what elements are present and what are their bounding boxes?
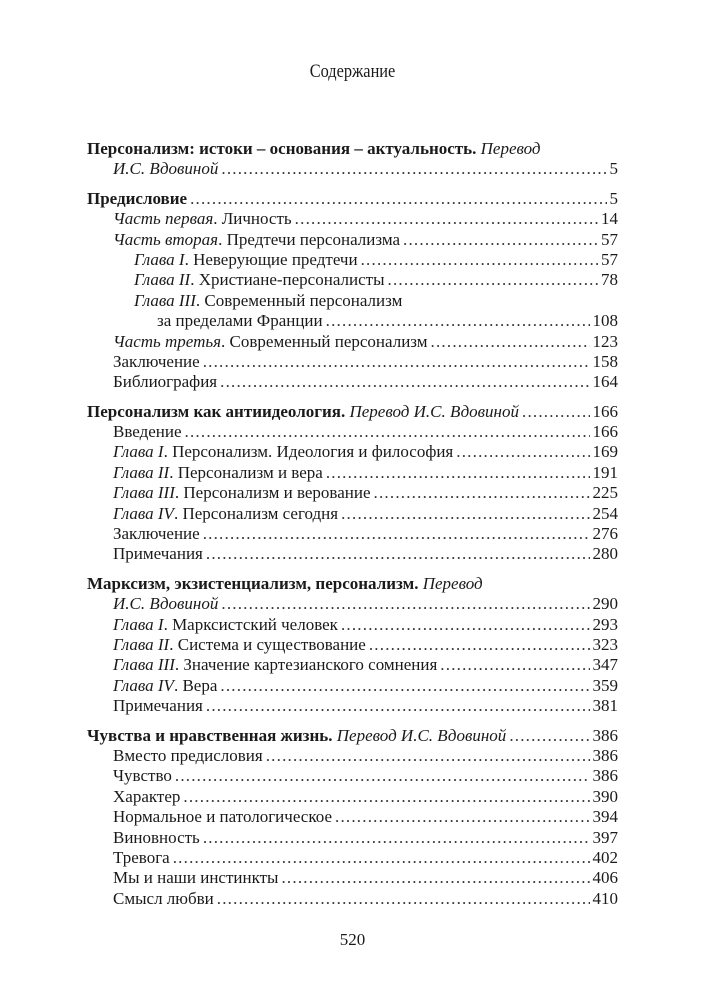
toc-entry[interactable] [87, 291, 618, 311]
entry-label [113, 230, 400, 250]
entry-text: Заключение [113, 351, 200, 371]
entry-italic-prefix: Перевод И.С. Вдовиной [332, 725, 507, 745]
entry-text: Характер [113, 786, 181, 806]
entry-label [113, 696, 203, 716]
entry-text: . Христиане-персоналисты [190, 270, 385, 290]
entry-page-number: 14 [601, 209, 618, 229]
entry-label [134, 250, 358, 270]
entry-page-number: 390 [592, 786, 618, 806]
toc-section [87, 726, 618, 910]
toc-entry[interactable] [87, 311, 618, 331]
entry-label [113, 615, 338, 635]
toc-entry[interactable] [87, 504, 618, 524]
toc-entry[interactable] [87, 483, 618, 503]
entry-page-number: 108 [592, 311, 618, 331]
entry-page-number: 158 [592, 351, 618, 371]
entry-text: . Значение картезианского сомнения [174, 655, 438, 675]
entry-label [87, 574, 483, 594]
toc-section [87, 189, 618, 393]
entry-bold-title: Чувства и нравственная жизнь. [87, 725, 333, 745]
dot-leader [190, 189, 606, 209]
toc-section [87, 574, 618, 717]
dot-leader [388, 270, 599, 290]
entry-label [87, 726, 506, 746]
entry-bold-title: Марксизм, экзистенциализм, персонализм. [87, 573, 419, 593]
entry-bold-title: Персонализм как антиидеология. [87, 401, 346, 421]
dot-leader [326, 311, 590, 331]
toc-entry[interactable] [87, 746, 618, 766]
entry-text: . Предтечи персонализма [218, 229, 401, 249]
entry-page-number: 381 [592, 696, 618, 716]
dot-leader [431, 332, 590, 352]
dot-leader [281, 868, 589, 888]
entry-text: за пределами Франции [157, 311, 323, 331]
page-title: Содержание [309, 61, 396, 82]
entry-italic-prefix: Глава III [134, 290, 196, 310]
entry-label [113, 209, 292, 229]
entry-page-number: 394 [592, 807, 618, 827]
entry-italic-prefix: Перевод [418, 573, 483, 593]
dot-leader [403, 230, 598, 250]
entry-bold-title: Персонализм: истоки – основания – актуальность. [87, 139, 477, 158]
entry-text: Нормальное и патологическое [113, 807, 332, 827]
entry-text: . Современный персонализм [195, 290, 403, 310]
dot-leader [203, 524, 590, 544]
dot-leader [522, 402, 590, 422]
entry-label [113, 594, 218, 614]
entry-label [113, 422, 182, 442]
entry-page-number: 386 [592, 725, 618, 745]
entry-italic-prefix: И.С. Вдовиной [113, 594, 219, 614]
entry-text: . Система и существование [169, 634, 366, 654]
entry-page-number: 276 [592, 524, 618, 544]
toc-entry[interactable] [87, 807, 618, 827]
entry-page-number: 166 [592, 401, 618, 421]
entry-label [113, 828, 200, 848]
dot-leader [220, 372, 589, 392]
entry-text: Вместо предисловия [113, 745, 263, 765]
toc-entry[interactable] [87, 463, 618, 483]
dot-leader [203, 352, 590, 372]
dot-leader [220, 676, 589, 696]
entry-label [113, 655, 437, 675]
toc-entry[interactable] [87, 868, 618, 888]
entry-page-number: 225 [592, 483, 618, 503]
entry-label [113, 848, 170, 868]
toc-entry[interactable] [87, 230, 618, 250]
entry-page-number: 402 [592, 847, 618, 867]
dot-leader [183, 787, 589, 807]
dot-leader [509, 726, 589, 746]
entry-label [113, 868, 278, 888]
entry-page-number: 406 [592, 868, 618, 888]
toc-entry[interactable] [87, 422, 618, 442]
entry-text: . Личность [213, 209, 292, 229]
dot-leader [203, 828, 590, 848]
entry-italic-prefix: Перевод [476, 139, 541, 158]
entry-label [113, 766, 172, 786]
entry-page-number: 323 [592, 634, 618, 654]
dot-leader [175, 766, 590, 786]
entry-label [113, 787, 180, 807]
entry-page-number: 290 [592, 594, 618, 614]
entry-text: Тревога [113, 847, 170, 867]
toc-entry[interactable] [87, 159, 618, 179]
entry-text: Мы и наши инстинкты [113, 868, 279, 888]
dot-leader [185, 422, 590, 442]
entry-text: . Персонализм и верование [174, 483, 371, 503]
entry-text: Введение [113, 422, 182, 442]
dot-leader [206, 544, 590, 564]
dot-leader [217, 889, 590, 909]
entry-italic-prefix: Глава III [113, 483, 175, 503]
toc-entry[interactable] [87, 594, 618, 614]
entry-page-number: 280 [592, 544, 618, 564]
entry-text: Примечания [113, 544, 203, 564]
dot-leader [369, 635, 590, 655]
entry-page-number: 191 [592, 462, 618, 482]
entry-text: . Неверующие предтечи [184, 249, 358, 269]
toc-section-heading[interactable] [87, 726, 618, 746]
entry-page-number: 347 [592, 655, 618, 675]
entry-label [113, 442, 453, 462]
toc-entry[interactable] [87, 696, 618, 716]
entry-page-number: 57 [601, 229, 618, 249]
entry-page-number: 293 [592, 614, 618, 634]
toc-entry[interactable] [87, 889, 618, 909]
entry-label [113, 159, 218, 179]
entry-italic-prefix: Глава I [113, 614, 164, 634]
toc-entry[interactable] [87, 270, 618, 290]
toc-entry[interactable] [87, 848, 618, 868]
toc-entry[interactable] [87, 332, 618, 352]
entry-text: . Персонализм и вера [169, 462, 323, 482]
toc-section-heading[interactable] [87, 139, 618, 159]
dot-leader [295, 209, 598, 229]
toc-section [87, 402, 618, 565]
toc-entry[interactable] [87, 635, 618, 655]
page-number: 520 [339, 930, 366, 949]
entry-label [113, 372, 217, 392]
entry-page-number: 78 [601, 270, 618, 290]
entry-label [87, 402, 519, 422]
toc-entry[interactable] [87, 352, 618, 372]
toc-entry[interactable] [87, 828, 618, 848]
toc-entry[interactable] [87, 442, 618, 462]
dot-leader [326, 463, 590, 483]
entry-label [157, 311, 323, 331]
entry-page-number: 166 [592, 422, 618, 442]
entry-label [113, 463, 323, 483]
dot-leader [341, 615, 590, 635]
entry-label [113, 635, 366, 655]
toc-entry[interactable] [87, 676, 618, 696]
entry-italic-prefix: Глава II [113, 462, 170, 482]
toc-entry[interactable] [87, 372, 618, 392]
entry-page-number: 386 [592, 766, 618, 786]
entry-text: . Вера [173, 675, 218, 695]
entry-label [113, 352, 200, 372]
toc-entry[interactable] [87, 655, 618, 675]
entry-page-number: 5 [609, 188, 618, 208]
dot-leader [341, 504, 589, 524]
toc-entry[interactable] [87, 524, 618, 544]
toc-entry[interactable] [87, 209, 618, 229]
entry-label [113, 746, 263, 766]
entry-page-number: 254 [592, 503, 618, 523]
entry-label [113, 807, 332, 827]
entry-italic-prefix: Глава I [134, 249, 185, 269]
entry-label [113, 544, 203, 564]
entry-label [113, 504, 338, 524]
dot-leader [221, 594, 589, 614]
entry-page-number: 57 [601, 249, 618, 269]
entry-page-number: 359 [592, 675, 618, 695]
entry-page-number: 386 [592, 745, 618, 765]
entry-label [113, 889, 214, 909]
entry-text: Библиография [113, 372, 218, 392]
entry-text: . Марксистский человек [163, 614, 338, 634]
entry-label [134, 291, 402, 311]
entry-italic-prefix: Глава III [113, 655, 175, 675]
entry-page-number: 397 [592, 827, 618, 847]
entry-italic-prefix: И.С. Вдовиной [113, 159, 219, 179]
entry-text: Смысл любви [113, 888, 214, 908]
entry-label [87, 139, 541, 159]
entry-text: Заключение [113, 524, 200, 544]
entry-italic-prefix: Глава II [113, 634, 170, 654]
entry-text: . Персонализм. Идеология и философия [163, 442, 454, 462]
dot-leader [266, 746, 590, 766]
toc-entry[interactable] [87, 544, 618, 564]
entry-italic-prefix: Перевод И.С. Вдовиной [345, 401, 519, 421]
table-of-contents [87, 139, 618, 909]
dot-leader [206, 696, 590, 716]
toc-entry[interactable] [87, 766, 618, 786]
toc-section [87, 139, 618, 180]
entry-text: . Персонализм сегодня [173, 503, 339, 523]
entry-page-number: 164 [592, 372, 618, 392]
entry-italic-prefix: Часть первая [113, 209, 214, 229]
dot-leader [456, 442, 589, 462]
entry-italic-prefix: Глава II [134, 270, 191, 290]
dot-leader [374, 483, 590, 503]
toc-entry[interactable] [87, 615, 618, 635]
toc-section-heading[interactable] [87, 189, 618, 209]
dot-leader [335, 807, 590, 827]
entry-label [113, 332, 428, 352]
entry-italic-prefix: Часть вторая [113, 229, 219, 249]
entry-text: Виновность [113, 827, 200, 847]
dot-leader [173, 848, 590, 868]
entry-italic-prefix: Глава IV [113, 503, 174, 523]
entry-italic-prefix: Часть третья [113, 331, 222, 351]
dot-leader [221, 159, 606, 179]
entry-text: . Современный персонализм [221, 331, 428, 351]
entry-text: Примечания [113, 696, 203, 716]
entry-label [113, 524, 200, 544]
toc-section-heading[interactable] [87, 574, 618, 594]
entry-italic-prefix: Глава I [113, 442, 164, 462]
entry-italic-prefix: Глава IV [113, 675, 174, 695]
entry-text: Чувство [113, 766, 172, 786]
entry-label [134, 270, 385, 290]
toc-entry[interactable] [87, 787, 618, 807]
toc-entry[interactable] [87, 250, 618, 270]
entry-label [113, 483, 371, 503]
toc-section-heading[interactable] [87, 402, 618, 422]
entry-label [113, 676, 217, 696]
dot-leader [361, 250, 598, 270]
entry-bold-title: Предисловие [87, 188, 188, 208]
entry-page-number: 410 [592, 888, 618, 908]
entry-page-number: 5 [609, 159, 618, 179]
entry-page-number: 123 [592, 331, 618, 351]
entry-label [87, 189, 187, 209]
entry-page-number: 169 [592, 442, 618, 462]
dot-leader [440, 655, 589, 675]
